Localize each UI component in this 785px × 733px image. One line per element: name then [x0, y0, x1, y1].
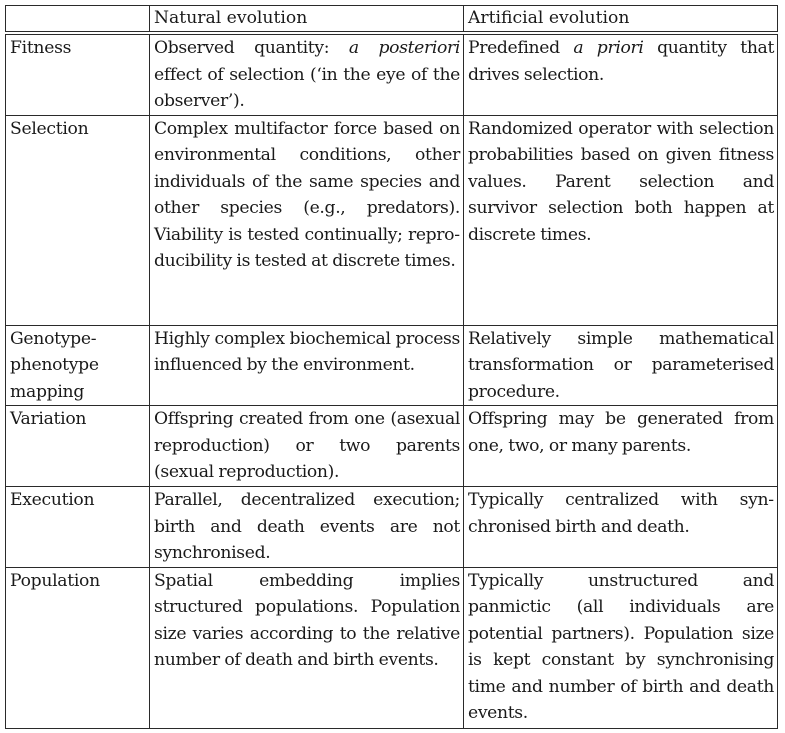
row-label: Variation	[6, 406, 150, 487]
table-row-execution	[6, 487, 778, 568]
natural-cell: Offspring created from one (asexual reproduction) or two parents (sexual reproduction).	[150, 406, 464, 487]
row-label: Genotype-phenotype mapping	[6, 325, 150, 406]
artificial-cell: Typically centralized with synchronised birth and death.	[464, 487, 778, 568]
row-label: Selection	[6, 115, 150, 325]
table-row-selection	[6, 115, 778, 325]
row-label: Population	[6, 567, 150, 728]
natural-cell: Spatial embedding implies structured populations. Population size varies according to the relative number of death and birth events.	[150, 567, 464, 728]
artificial-cell: Randomized operator with selection probabilities based on given fitness values. Parent selection and survivor selection both happen at discrete times.	[464, 115, 778, 325]
header-empty	[6, 6, 150, 32]
natural-cell: Parallel, decentralized execution; birth and death events are not synchronised.	[150, 487, 464, 568]
natural-cell: Highly complex biochemical process influenced by the environment.	[150, 325, 464, 406]
natural-cell: Complex multifactor force based on environmental conditions, other individuals of the same species and other species (e.g., predators). Viability is tested continually; reproducibility is tested at discrete times.	[150, 115, 464, 325]
natural-cell: Observed quantity: a posteriori effect of selection (‘in the eye of the observer’).	[150, 35, 464, 116]
row-label: Fitness	[6, 35, 150, 116]
artificial-cell: Typically unstructured and panmictic (all individuals are potential partners). Population size is kept constant by synchronising time and number of birth and death events.	[464, 567, 778, 728]
evolution-comparison-table	[5, 5, 778, 729]
artificial-cell: Relatively simple mathematical transformation or parameterised procedure.	[464, 325, 778, 406]
header-natural-evolution: Natural evolution	[150, 6, 464, 32]
header-artificial-evolution: Artificial evolution	[464, 6, 778, 32]
artificial-cell: Offspring may be generated from one, two, or many parents.	[464, 406, 778, 487]
table-row-genotype-phenotype-mapping	[6, 325, 778, 406]
row-label: Execution	[6, 487, 150, 568]
table-row-fitness	[6, 35, 778, 116]
artificial-cell: Predefined a priori quantity that drives selection.	[464, 35, 778, 116]
header-row	[6, 6, 778, 32]
comparison-table-container	[5, 5, 777, 729]
table-row-population	[6, 567, 778, 728]
table-row-variation	[6, 406, 778, 487]
